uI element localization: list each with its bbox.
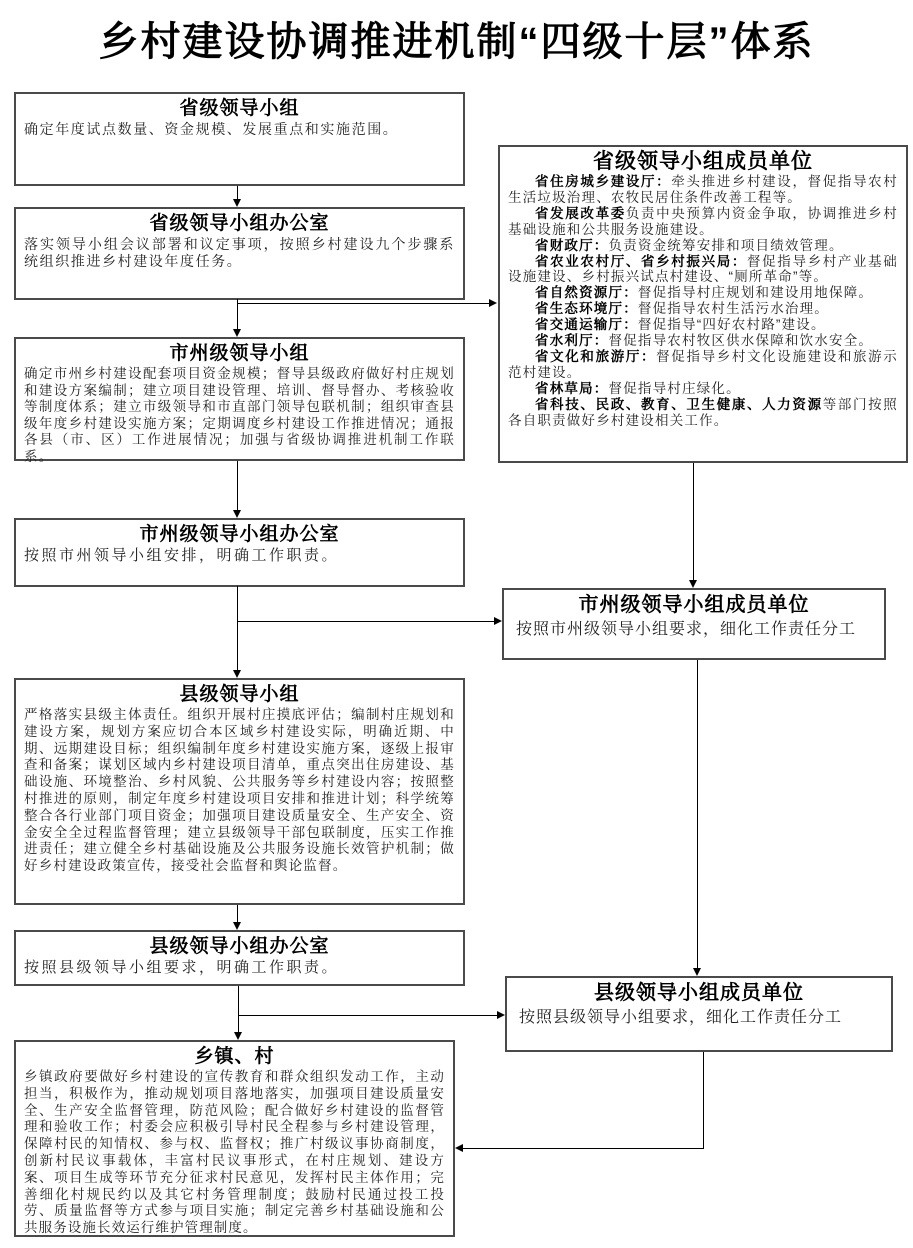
member-paragraph: 省交通运输厅：督促指导“四好农村路”建设。 xyxy=(535,317,826,333)
connector-city-office-to-county-group xyxy=(237,586,238,670)
member-paragraph: 省农业农村厅、省乡村振兴局：督促指导乡村产业基础设施建设、乡村振兴试点村建设、“厕所革命”等。 xyxy=(508,253,899,285)
box-provincial-office xyxy=(14,207,465,300)
box-township-village xyxy=(14,1040,455,1237)
city-members-body: 按照市州级领导小组要求，细化工作责任分工 xyxy=(516,621,857,638)
connector-city-members-to-county-members xyxy=(697,660,698,968)
city-group-title: 市州级领导小组 xyxy=(169,343,310,364)
county-office-title: 县级领导小组办公室 xyxy=(149,936,330,957)
county-members-title: 县级领导小组成员单位 xyxy=(594,982,804,1004)
box-county-office xyxy=(14,930,465,986)
township-village-body: 乡镇政府要做好乡村建设的宣传教育和群众组织发动工作，主动担当，积极作为，推动规划项目落地落实，加强项目建设质量安全、生产安全监督管理，防范风险；配合做好乡村建设的监督管理和验收工作；村委会应积极引导村民全程参与乡村建设管理，保障村民的知情权、参与权、监督权；推广村级议事协商制度，创新村民议事载体，丰富村民议事形式，在村庄规划、建设方案、项目生成等环节充分征求村民意见，发挥村民主体作用；完善细化村规民约以及其它村务管理制度；鼓励村民通过投工投劳、质量监督等方式参与项目实施；制定完善乡村基础设施和公共服务设施长效运行维护管理制度。 xyxy=(24,1069,445,1236)
member-paragraph: 省住房城乡建设厅：牵头推进乡村建设，督促指导农村生活垃圾治理、农牧民居住条件改善工程等。 xyxy=(508,174,898,205)
member-paragraph: 省林草局：督促指导村庄绿化。 xyxy=(535,380,741,396)
city-members-title: 市州级领导小组成员单位 xyxy=(578,594,810,616)
township-village-title: 乡镇、村 xyxy=(194,1046,275,1067)
arrowhead-down-icon xyxy=(233,670,241,678)
provincial-members-body xyxy=(506,174,900,429)
member-paragraph: 省财政厅：负责资金统筹安排和项目绩效管理。 xyxy=(535,237,844,253)
arrowhead-down-icon xyxy=(233,329,241,337)
member-paragraph: 省生态环境厅：督促指导农村生活污水治理。 xyxy=(535,301,830,317)
county-office-body: 按照县级领导小组要求，明确工作职责。 xyxy=(24,959,340,976)
provincial-office-title: 省级领导小组办公室 xyxy=(149,213,330,234)
arrowhead-right-icon xyxy=(494,617,502,625)
city-office-title: 市州级领导小组办公室 xyxy=(139,524,340,545)
city-group-body: 确定市州乡村建设配套项目资金规模；督导县级政府做好村庄规划和建设方案编制；建立项目建设管理、培训、督导督办、考核验收等制度体系；建立市级领导和市直部门领导包联机制；组织审查县级年度乡村建设实施方案；定期调度乡村建设工作推进情况；通报各县（市、区）工作进展情况；加强与省级协调推进机制工作联系。 xyxy=(24,366,455,464)
county-group-title: 县级领导小组 xyxy=(179,684,300,705)
county-members-body: 按照县级领导小组要求，细化工作责任分工 xyxy=(519,1009,843,1026)
connector-city-group-to-office xyxy=(237,461,238,510)
box-city-office xyxy=(14,518,465,587)
connector-county-members-to-township xyxy=(463,1148,704,1149)
member-paragraph: 省发展改革委负责中央预算内资金争取，协调推进乡村基础设施和公共服务设施建设。 xyxy=(508,205,898,237)
member-paragraph: 省自然资源厅：督促指导村庄规划和建设用地保障。 xyxy=(535,285,874,301)
arrowhead-down-icon xyxy=(693,968,701,976)
connector-branch-to-provincial-members xyxy=(237,303,489,304)
city-office-body: 按照市州领导小组安排，明确工作职责。 xyxy=(24,547,340,564)
page-title: 乡村建设协调推进机制“四级十层”体系 xyxy=(98,20,815,64)
box-provincial-members xyxy=(498,145,908,463)
arrowhead-down-icon xyxy=(233,199,241,207)
box-city-group xyxy=(14,337,465,464)
arrowhead-down-icon xyxy=(234,1032,242,1040)
arrowhead-right-icon xyxy=(497,1011,505,1019)
provincial-office-body: 落实领导小组会议部署和议定事项，按照乡村建设九个步骤系统组织推进乡村建设年度任务。 xyxy=(24,236,455,270)
connector-county-members-down xyxy=(703,1052,704,1149)
provincial-group-body: 确定年度试点数量、资金规模、发展重点和实施范围。 xyxy=(24,121,399,137)
box-county-group xyxy=(14,678,465,905)
connector-county-office-to-township xyxy=(238,986,239,1032)
member-paragraph: 省水利厅：督促指导农村牧区供水保障和饮水安全。 xyxy=(535,333,874,349)
connector-provincial-members-to-city-members xyxy=(693,463,694,580)
provincial-group-title: 省级领导小组 xyxy=(179,98,300,119)
county-group-body: 严格落实县级主体责任。组织开展村庄摸底评估；编制村庄规划和建设方案，规划方案应切合本区域乡村建设实际，明确近期、中期、远期建设目标；组织编制年度乡村建设实施方案，逐级上报审查和备案；谋划区域内乡村建设项目清单，重点突出住房建设、基础设施、环境整治、乡村风貌、公共服务等乡村建设内容；按照整村推进的原则，制定年度乡村建设项目安排和推进计划；科学统筹整合各行业部门项目资金；加强项目建设质量安全、生产安全、资金安全全过程监督管理；建立县级领导干部包联制度，压实工作推进责任；建立健全乡村基础设施及公共服务设施长效管护机制；做好乡村建设政策宣传，接受社会监督和舆论监督。 xyxy=(24,707,455,874)
box-city-members xyxy=(502,588,886,660)
box-provincial-group xyxy=(14,92,465,186)
connector-branch-to-county-members xyxy=(238,1015,497,1016)
connector-branch-to-city-members xyxy=(237,621,494,622)
arrowhead-left-icon xyxy=(455,1144,463,1152)
member-paragraph: 省文化和旅游厅：督促指导乡村文化设施建设和旅游示范村建设。 xyxy=(508,348,898,380)
member-paragraph: 省科技、民政、教育、卫生健康、人力资源等部门按照各自职责做好乡村建设相关工作。 xyxy=(508,396,898,428)
connector-provincial-group-to-office xyxy=(237,186,238,199)
arrowhead-down-icon xyxy=(233,510,241,518)
arrowhead-down-icon xyxy=(689,580,697,588)
arrowhead-down-icon xyxy=(233,922,241,930)
arrowhead-right-icon xyxy=(489,299,497,307)
provincial-members-title: 省级领导小组成员单位 xyxy=(593,150,813,173)
connector-county-group-to-office xyxy=(237,905,238,922)
box-county-members xyxy=(505,976,893,1052)
